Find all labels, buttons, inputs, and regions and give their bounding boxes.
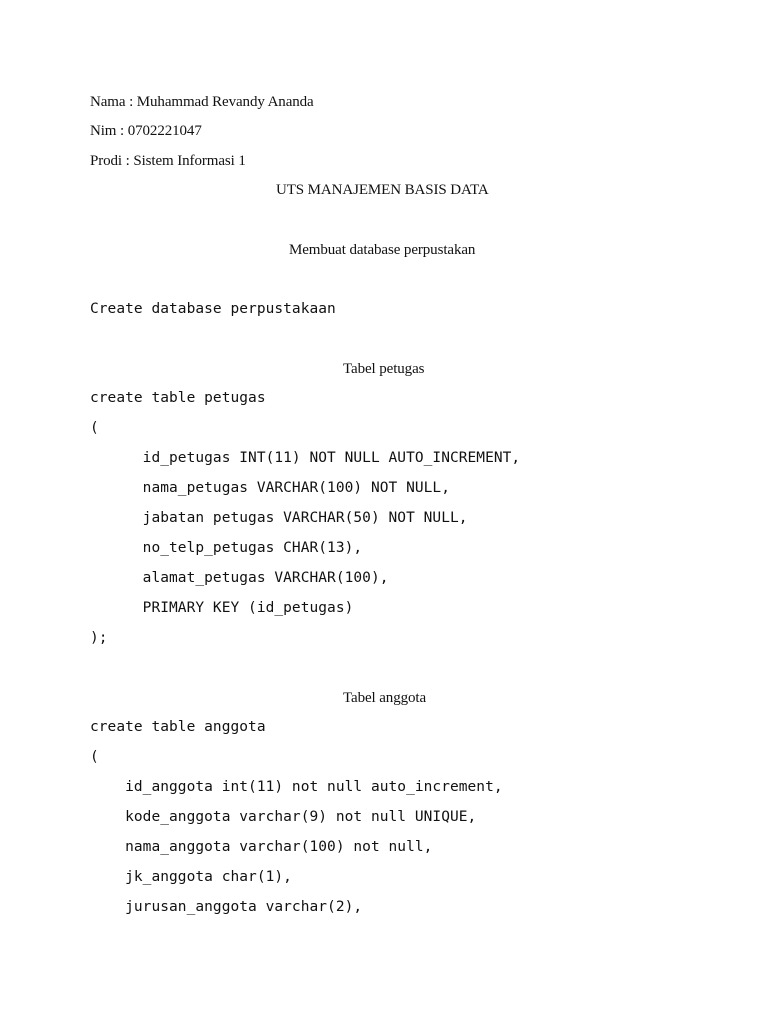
code-line: id_anggota int(11) not null auto_increment, — [90, 779, 503, 795]
code-line: ); — [90, 630, 108, 646]
code-line: jabatan petugas VARCHAR(50) NOT NULL, — [90, 510, 468, 526]
student-nim-line: Nim : 0702221047 — [90, 123, 202, 139]
code-line: ( — [90, 749, 99, 765]
student-prodi-line: Prodi : Sistem Informasi 1 — [90, 153, 246, 169]
code-line: kode_anggota varchar(9) not null UNIQUE, — [90, 809, 477, 825]
code-line: ( — [90, 420, 99, 436]
code-line: create table petugas — [90, 390, 266, 406]
code-line: jk_anggota char(1), — [90, 869, 292, 885]
section-heading-petugas: Tabel petugas — [343, 361, 425, 377]
code-line: nama_petugas VARCHAR(100) NOT NULL, — [90, 480, 450, 496]
code-line: create table anggota — [90, 719, 266, 735]
code-line: id_petugas INT(11) NOT NULL AUTO_INCREMENT, — [90, 450, 521, 466]
code-line: PRIMARY KEY (id_petugas) — [90, 600, 354, 616]
code-line: alamat_petugas VARCHAR(100), — [90, 570, 389, 586]
code-line: jurusan_anggota varchar(2), — [90, 899, 363, 915]
code-line-create-database: Create database perpustakaan — [90, 301, 336, 317]
student-name-line: Nama : Muhammad Revandy Ananda — [90, 94, 314, 110]
exam-title: UTS MANAJEMEN BASIS DATA — [276, 182, 489, 198]
section-heading-database: Membuat database perpustakan — [289, 242, 476, 258]
code-line: nama_anggota varchar(100) not null, — [90, 839, 433, 855]
code-line: no_telp_petugas CHAR(13), — [90, 540, 363, 556]
section-heading-anggota: Tabel anggota — [343, 690, 427, 706]
